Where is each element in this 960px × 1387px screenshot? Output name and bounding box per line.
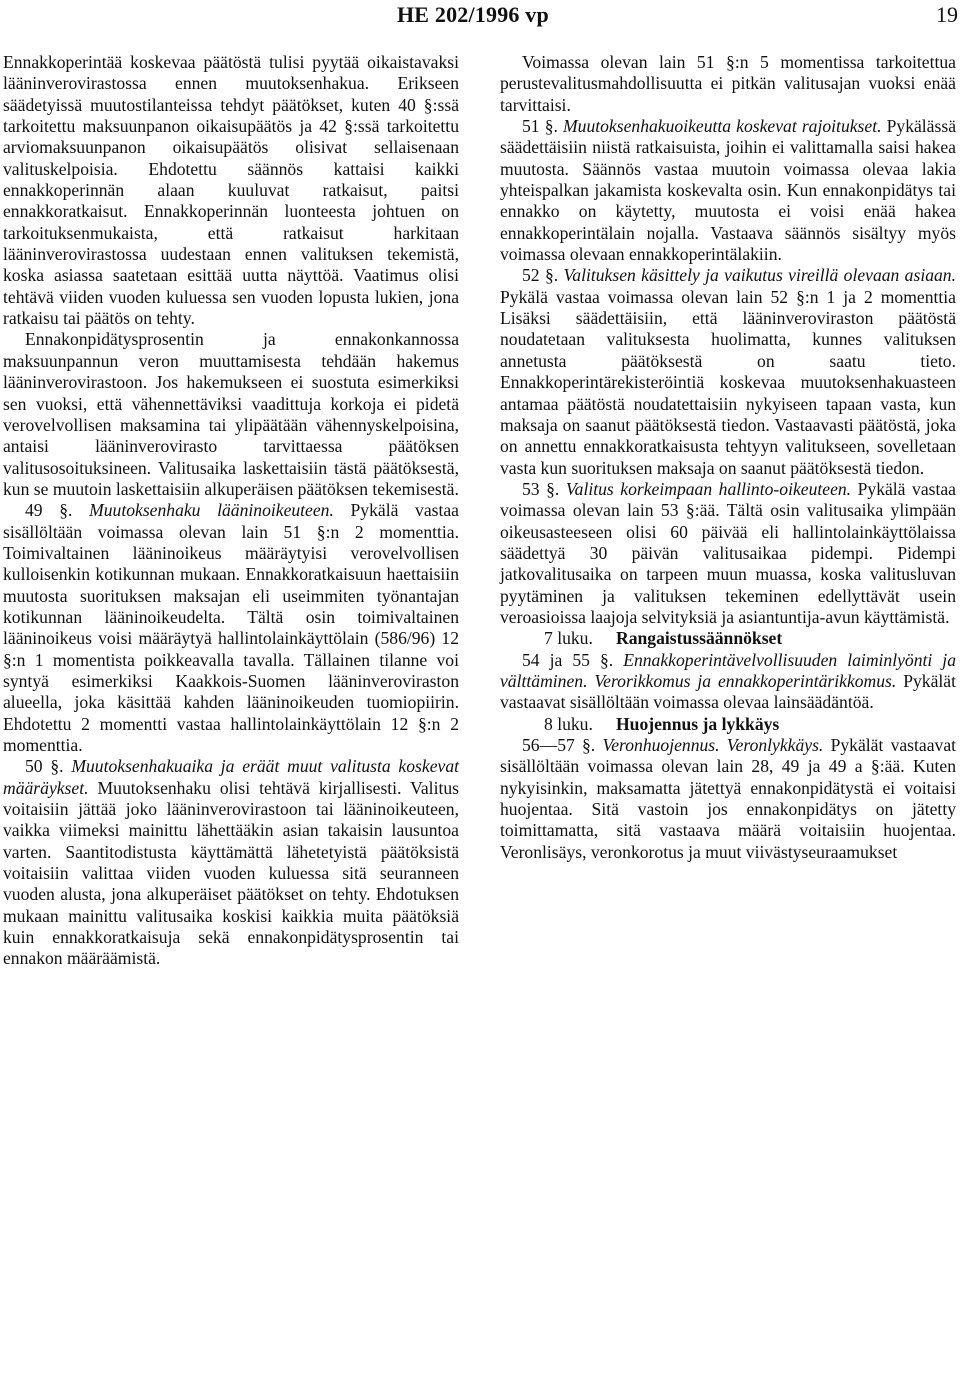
paragraph [3, 329, 459, 500]
chapter-heading [500, 714, 956, 735]
section-paragraph [500, 479, 956, 628]
paragraph-text: Ennakonpidätysprosentin ja ennakonkannossa maksuunpannun veron muuttamisesta tehdään hakemus lääninverovirastoon. Jos hakemukseen ei suostuta esimerkiksi sen vuoksi, että vähennettäviksi vaadittuja korkoja ei pidetä verovelvollisen maksamina tai ylipäätään vähennyskelpoisina, antaisi lääninverovirasto tarvittaessa päätöksen valitusosoituksineen. Valitusaika laskettaisiin tästä päätöksestä, kun se muutoin laskettaisiin alkuperäisen päätöksen tekemisestä. [3, 329, 459, 499]
document-identifier: HE 202/1996 vp [397, 2, 549, 27]
section-number: 50 §. [25, 756, 64, 777]
paragraph-text: Voimassa olevan lain 51 §:n 5 momentissa tarkoitettua perustevalitusmahdollisuutta ei pitkän valitusajan vuoksi enää tarvittaisi. [500, 52, 956, 115]
page-header [0, 0, 960, 40]
section-paragraph [500, 650, 956, 714]
section-title: Muutoksenhakuoikeutta koskevat rajoitukset. [563, 116, 882, 137]
right-column [500, 52, 956, 863]
section-title: Ennakkoperintävelvollisuuden laiminlyönti ja välttäminen. Verorikkomus ja ennakkoperintärikkomus. [500, 649, 956, 691]
section-number: 53 §. [522, 478, 560, 499]
section-title: Muutoksenhaku lääninoikeuteen. [89, 500, 334, 521]
section-paragraph [500, 735, 956, 863]
paragraph-text: Pykälät vastaavat sisällöltään voimassa olevan lain 28, 49 ja 49 a §:ää. Kuten nykyisinkin, maksamatta jätettyä ennakonpidätystä ei voitaisi huojentaa. Sitä vastoin jos ennakonpidätys on jätetty toimittamatta, sitä vastaava määrä voitaisiin huojentaa. Veronlisäys, veronkorotus ja muut viivästyseuraamukset [500, 735, 957, 862]
paragraph-text: Pykälässä säädettäisiin niistä ratkaisuista, joihin ei valittamalla saisi hakea muutosta. Säännös vastaa muutoin voimassa olevaa lakia yhteispalkan jakamista koskevalta osin. Kun ennakonpidätys tai ennakko on käytetty, muutosta ei voisi enää hakea ennakkoperintälain nojalla. Vastaava säännös sisältyy myös voimassa olevaan ennakkoperintälakiin. [500, 116, 956, 265]
paragraph-text: Pykälät vastaavat sisällöltään voimassa olevaa lainsäädäntöä. [500, 670, 956, 713]
paragraph-text: Pykälä vastaa voimassa olevan lain 52 §:n 1 ja 2 momenttia Lisäksi säädettäisiin, että lääninveroviraston päätöstä noudatetaan valituksesta huolimatta, kunnes valituksen annetusta päätöksestä on saatu tieto. Ennakkoperintärekisteröintiä koskevaa muutoksenhakuasteen antamaa päätöstä noudatettaisiin nykyiseen tapaan vasta, kun maksaja on saanut päätöksestä tiedon. Vastaavasti päätöstä, joka on annettu ennakkoratkaisusta tehtyyn valitukseen, sovelletaan vasta kun suorituksen maksaja on saanut päätöksestä tiedon. [500, 286, 956, 478]
section-paragraph [3, 500, 459, 756]
chapter-number: 7 luku. [544, 628, 593, 649]
chapter-title: Huojennus ja lykkäys [616, 713, 780, 734]
paragraph-text: Pykälä vastaa sisällöltään voimassa olevan lain 51 §:n 2 momenttia. Toimivaltainen lääninoikeus määräytyisi verovelvollisen kulloisenkin kotikunnan mukaan. Ennakkoratkaisuun haettaisiin muutosta suorituksen maksajan eli useimmiten työnantajan kotikunnan lääninoikeudelta. Tältä osin toimivaltainen lääninoikeus voisi määräytyä hallintolainkäyttölain (586/96) 12 §:n 1 momentista poikkeavalla tavalla. Tällainen tilanne voi syntyä esimerkiksi Kaakkois-Suomen lääninveroviraston alueella, joka käsittää kahden lääninoikeuden tuomiopiirin. Ehdotettu 2 momentti vastaa hallintolainkäyttölain 12 §:n 2 momenttia. [3, 500, 459, 755]
page-number: 19 [936, 2, 958, 27]
section-number: 49 §. [25, 500, 73, 521]
left-column [3, 52, 459, 970]
paragraph [500, 52, 956, 116]
paragraph-text: Pykälä vastaa voimassa olevan lain 53 §:ää. Tältä osin valitusaika ylimpään oikeusasteeseen olisi 60 päivää eli hallintolainkäyttölaissa säädettyä 30 päivän valitusaikaa pidempi. Pidempi jatkovalitusaika on tarpeen muun muassa, koska valitusluvan pyytäminen ja valituksen tekeminen edellyttävät usein veroasioissa laajoja selvityksiä ja asiantuntija-avun käyttämistä. [500, 478, 956, 627]
section-paragraph [500, 265, 956, 478]
chapter-heading [500, 628, 956, 649]
chapter-number: 8 luku. [544, 713, 593, 734]
paragraph-text: Muutoksenhaku olisi tehtävä kirjallisesti. Valitus voitaisiin jättää joko lääninverovirastoon tai lääninoikeuteen, vaikka viimeksi mainittu lähettääkin asian takaisin lausuntoa varten. Saantitodistusta käyttämättä lähetetyistä päätöksistä voitaisiin valittaa viiden vuoden kuluessa sitä seuranneen vuoden alusta, jona alkuperäiset päätökset on tehty. Ehdotuksen mukaan mainittu valitusaika koskisi kaikkia muita päätöksiä kuin ennakkoratkaisuja sekä ennakonpidätysprosentin tai ennakon määräämistä. [3, 777, 459, 969]
section-title: Valitus korkeimpaan hallinto-oikeuteen. [565, 478, 852, 499]
paragraph-text: Ennakkoperintää koskevaa päätöstä tulisi pyytää oikaistavaksi lääninverovirastossa ennen muutoksenhakua. Erikseen säädetyissä muutostilanteissa tehdyt päätökset, kuten 40 §:ssä tarkoitettu maksuunpanon oikaisupäätös ja 42 §:ssä tarkoitettu arviomaksuunpanon oikaisupäätös olisivat sellaisenaan valituskelpoisia. Ehdotettu säännös kattaisi kaikki ennakkoperinnän alaan kuuluvat ratkaisut, paitsi ennakkoratkaisut. Ennakkoperinnän luonteesta johtuen on tarkoituksenmukaista, että ratkaisut harkitaan lääninverovirastossa uudestaan ennen valituksen tekemistä, koska asiassa saatetaan esittää uutta näyttöä. Vaatimus olisi tehtävä viiden vuoden kuluessa sen vuoden lopusta lukien, jona ratkaisu tai päätös on tehty. [3, 52, 459, 329]
section-title: Veronhuojennus. Veronlykkäys. [602, 735, 824, 755]
paragraph [3, 52, 459, 329]
section-title: Valituksen käsittely ja vaikutus vireillä olevaan asiaan. [563, 265, 957, 286]
section-paragraph [500, 116, 956, 265]
section-title: Muutoksenhakuaika ja eräät muut valitusta koskevat määräykset. [3, 756, 459, 798]
section-number: 56—57 §. [522, 735, 596, 755]
section-number: 51 §. [522, 116, 558, 137]
section-number: 52 §. [522, 265, 559, 286]
section-number: 54 ja 55 §. [522, 649, 614, 670]
section-paragraph [3, 756, 459, 969]
chapter-title: Rangaistussäännökset [616, 628, 783, 649]
